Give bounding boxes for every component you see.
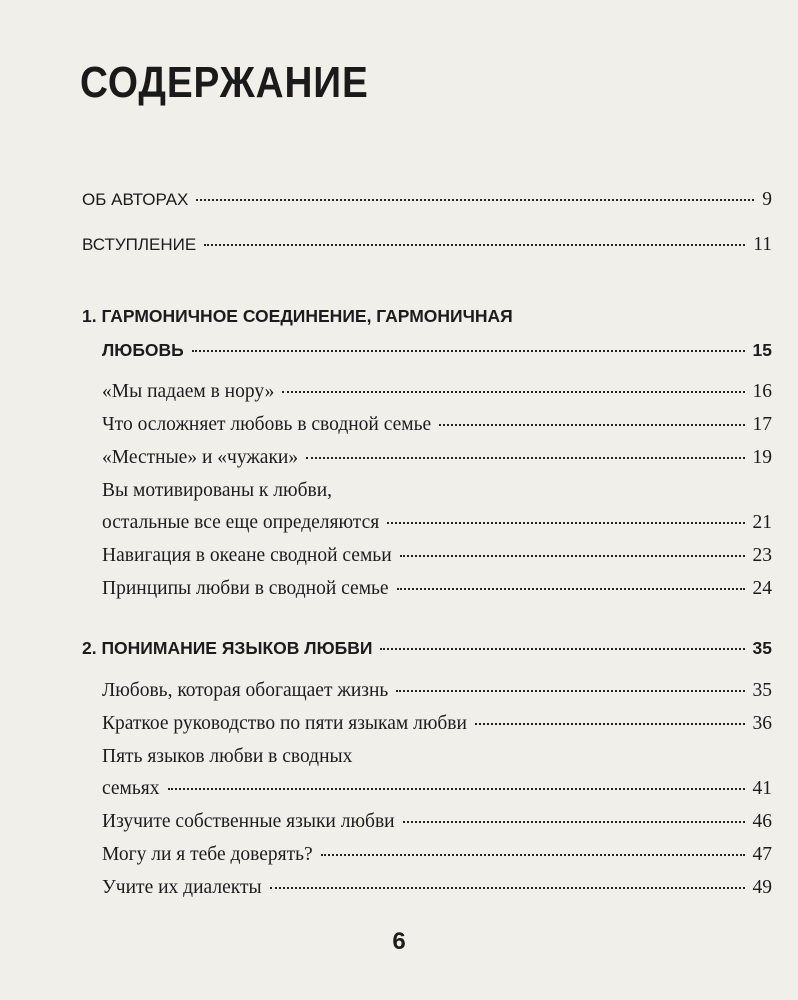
chapter-1-title-line1: 1. ГАРМОНИЧНОЕ СОЕДИНЕНИЕ, ГАРМОНИЧНАЯ (82, 306, 513, 326)
toc-entry-label: Учите их диалекты (102, 877, 262, 898)
toc-entry-section[interactable] (102, 777, 772, 801)
toc-entry-page: 46 (752, 811, 772, 832)
toc-entry-section[interactable] (102, 511, 772, 535)
chapter-1-title-line2: ЛЮБОВЬ (102, 340, 184, 360)
toc-entry-section[interactable] (102, 544, 772, 568)
dot-leader (403, 821, 745, 823)
toc-entry-label-line1: Пять языков любви в сводных (102, 746, 353, 767)
toc-entry-label: Изучите собственные языки любви (102, 811, 395, 832)
toc-entry-section[interactable] (102, 712, 772, 736)
toc-entry-section[interactable] (102, 577, 772, 601)
toc-entry-label-line2: остальные все еще определяются (102, 512, 380, 533)
toc-entry-page: 16 (752, 381, 772, 402)
toc-entry-section[interactable] (102, 446, 772, 470)
toc-entry-label-line1: Вы мотивированы к любви, (102, 480, 333, 501)
toc-entry-label: ВСТУПЛЕНИЕ (82, 235, 197, 254)
toc-entry-chapter-1[interactable] (102, 338, 772, 362)
dot-leader (439, 424, 744, 426)
toc-entry-label: Любовь, которая обогащает жизнь (102, 680, 389, 701)
dot-leader (400, 555, 745, 557)
toc-entry-label: «Местные» и «чужаки» (102, 447, 299, 468)
toc-entry-authors[interactable] (82, 188, 772, 212)
dot-leader (397, 588, 745, 590)
page-number: 6 (392, 928, 406, 955)
toc-entry-section[interactable] (102, 380, 772, 404)
page-title: СОДЕРЖАНИЕ (80, 58, 369, 107)
toc-entry-section[interactable] (102, 413, 772, 437)
dot-leader (168, 788, 745, 790)
toc-entry-page: 15 (752, 340, 772, 360)
toc-entry-section[interactable] (102, 810, 772, 834)
toc-entry-section[interactable] (102, 843, 772, 867)
toc-entry-page: 49 (752, 877, 772, 898)
toc-entry-label-line2: семьях (102, 778, 160, 799)
toc-entry-page: 21 (752, 512, 772, 533)
dot-leader (306, 457, 744, 459)
dot-leader (380, 648, 744, 650)
dot-leader (204, 244, 745, 246)
dot-leader (321, 854, 745, 856)
chapter-2-title: 2. ПОНИМАНИЕ ЯЗЫКОВ ЛЮБВИ (82, 638, 373, 658)
toc-entry-page: 17 (752, 414, 772, 435)
toc-entry-page: 41 (752, 778, 772, 799)
toc-entry-page: 47 (752, 844, 772, 865)
toc-entry-page: 23 (752, 545, 772, 566)
toc-entry-page: 9 (762, 189, 772, 210)
toc-entry-page: 11 (753, 234, 772, 255)
toc-entry-chapter-2[interactable] (82, 636, 772, 660)
dot-leader (270, 887, 745, 889)
dot-leader (396, 690, 744, 692)
toc-entry-introduction[interactable] (82, 233, 772, 257)
toc-entry-page: 35 (752, 638, 772, 658)
toc-entry-page: 36 (752, 713, 772, 734)
toc-entry-page: 19 (752, 447, 772, 468)
toc-entry-section[interactable] (102, 679, 772, 703)
toc-entry-label: ОБ АВТОРАХ (82, 190, 189, 209)
dot-leader (387, 522, 744, 524)
toc-entry-label: Краткое руководство по пяти языкам любви (102, 713, 467, 734)
toc-entry-page: 35 (752, 680, 772, 701)
toc-entry-label: Навигация в океане сводной семьи (102, 545, 392, 566)
toc-entry-label: «Мы падаем в нору» (102, 381, 275, 402)
dot-leader (196, 199, 754, 201)
toc-entry-page: 24 (752, 578, 772, 599)
dot-leader (282, 391, 744, 393)
toc-entry-label: Принципы любви в сводной семье (102, 578, 389, 599)
dot-leader (192, 350, 745, 352)
dot-leader (475, 723, 745, 725)
toc-entry-label: Могу ли я тебе доверять? (102, 844, 313, 865)
toc-entry-section[interactable] (102, 876, 772, 900)
toc-entry-label: Что осложняет любовь в сводной семье (102, 414, 432, 435)
